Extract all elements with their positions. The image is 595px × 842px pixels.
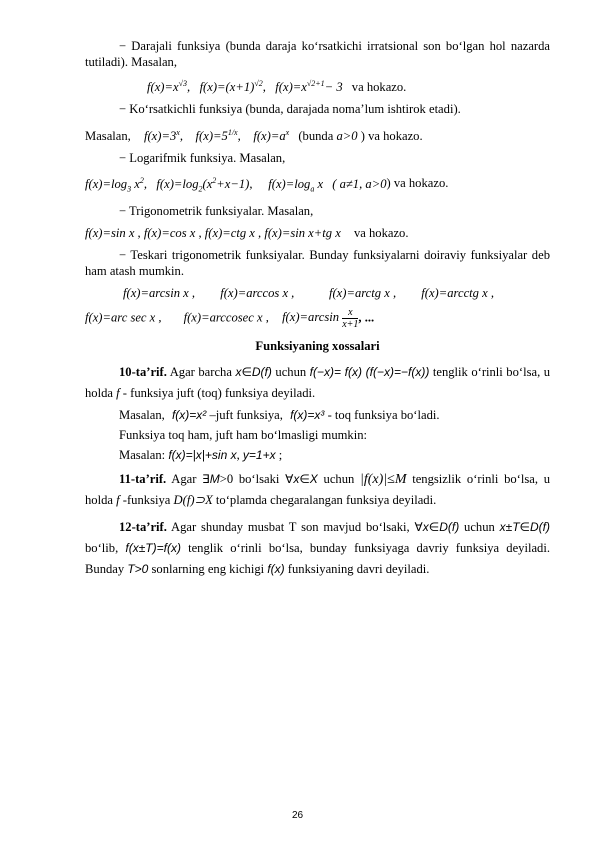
exponential-lead: Masalan,: [85, 129, 131, 144]
trig-formulas: f(x)=sin x , f(x)=cos x , f(x)=ctg x , f(x)=sin x+tg x: [85, 226, 341, 241]
section-heading-text: Funksiyaning xossalari: [255, 339, 380, 354]
logarithmic-condition: ( a≠1, a>0: [332, 176, 387, 191]
definition-11-text-2: >0 bo‘lsaki: [219, 472, 280, 487]
definition-11-math-4: f: [116, 493, 120, 508]
power-function-examples: [85, 76, 550, 95]
definition-11-math-3: |f(x)|≤M: [360, 472, 407, 488]
definition-10-math-1: x∈D(f): [235, 365, 272, 380]
trig-function-text: − Trigonometrik funksiyalar. Masalan,: [119, 204, 314, 219]
logarithmic-function-paragraph: [85, 150, 550, 166]
trig-function-paragraph: [85, 203, 550, 219]
definition-11-math-5: D(f)⊃X: [173, 493, 213, 508]
definition-11-math-1: ∃M: [202, 472, 220, 487]
definition-12-label: 12-ta’rif.: [119, 520, 167, 535]
logarithmic-tail: ) va hokazo.: [386, 176, 449, 191]
definition-11-text-5: -funksiya: [122, 493, 171, 508]
example-odd-math: f(x)=x³: [290, 408, 325, 423]
definition-12-text-2: uchun: [464, 520, 495, 535]
logarithmic-formulas: $f(x)=\log_3$ $x^2$, $f(x)=\log_2(x^2+x-1)$, $f(x)=\log_a$ x: [85, 175, 324, 194]
definition-10-text-2: uchun: [275, 365, 307, 380]
fraction-numerator: x: [342, 307, 358, 319]
definition-11: [85, 469, 550, 511]
example-odd-text: - toq funksiya bo‘ladi.: [327, 408, 440, 423]
inverse-trig-fraction-lead: f(x)=arcsin: [282, 310, 340, 325]
fraction: [342, 307, 358, 330]
neither-even-odd-paragraph: [85, 427, 550, 443]
inverse-trig-examples-1: [85, 285, 550, 301]
definition-10-math-2: f(−x)= f(x) (f(−x)=−f(x)): [309, 365, 430, 380]
page-content: [85, 38, 550, 580]
logarithmic-function-examples: [85, 172, 550, 197]
power-function-formulas: $f(x)=x^{√3}$, $f(x)=(x+1)^{√2}$, $f(x)=x^{√2+1}- 3$: [147, 79, 343, 95]
trig-function-examples: [85, 225, 550, 241]
example-neither-math-1: f(x)=|x|+sin x: [168, 448, 237, 463]
trig-tail: va hokazo.: [353, 226, 409, 241]
example-even-odd: [85, 407, 550, 423]
definition-12-text-6: funksiyaning davri deyiladi.: [287, 562, 430, 577]
definition-11-text-6: to‘plamda chegaralangan funksiya deyiladi.: [215, 493, 437, 508]
inverse-trig-text: − Teskari trigonometrik funksiyalar. Bunday funksiyalarni doiraviy funksiyalar deb ham atash mumkin.: [85, 248, 550, 279]
inverse-trig-paragraph: [85, 247, 550, 279]
definition-11-text-1: Agar: [171, 472, 197, 487]
definition-10: [85, 362, 550, 404]
definition-12-math-5: f(x): [267, 562, 285, 577]
definition-11-math-2: ∀x∈X: [285, 472, 318, 487]
page-number: 26: [291, 810, 304, 821]
example-even-math: f(x)=x²: [171, 408, 207, 423]
definition-12-math-4: T>0: [127, 562, 149, 577]
inverse-trig-tail: , ...: [358, 310, 375, 325]
example-neither: [85, 447, 550, 463]
exponential-formulas: $f(x)=3^x$, $f(x)=5^{1/x}$, $f(x)=a^x$: [143, 128, 290, 144]
power-function-tail: va hokazo.: [351, 80, 407, 95]
definition-12: [85, 517, 550, 580]
definition-12-text-4: tenglik o‘rinli bo‘lsa, bunday funksiyaga davriy funksiya deyiladi. Bunday: [85, 541, 550, 577]
power-function-text: − Darajali funksiya (bunda daraja ko‘rsatkichi irratsional son bo‘lgan hol nazarda tutiladi). Masalan,: [85, 39, 550, 69]
definition-12-text-5: sonlarning eng kichigi: [151, 562, 265, 577]
inverse-trig-formulas-2: f(x)=arc sec x , f(x)=arccosec x ,: [85, 310, 269, 325]
definition-10-text-4: - funksiya juft (toq) funksiya deyiladi.: [122, 386, 316, 401]
definition-11-text-4: tengsizlik o‘rinli bo‘lsa, u holda: [85, 472, 551, 508]
section-heading: [85, 338, 550, 354]
example-neither-lead: Masalan:: [119, 448, 166, 463]
exponential-function-text: − Ko‘rsatkichli funksiya (bunda, darajada noma’lum ishtirok etadi).: [119, 102, 461, 117]
example-even-text: –juft funksiya,: [209, 408, 283, 423]
definition-10-text-1: Agar barcha: [169, 365, 232, 380]
exponential-condition-math: a>0: [336, 129, 358, 144]
definition-11-text-3: uchun: [323, 472, 355, 487]
example-even-odd-lead: Masalan,: [119, 408, 165, 423]
definition-12-text-3: bo‘lib,: [85, 541, 119, 556]
inverse-trig-formulas-1: f(x)=arcsin x , f(x)=arccos x , f(x)=arctg x , f(x)=arcctg x ,: [123, 286, 494, 301]
definition-10-math-3: f: [116, 386, 120, 401]
definition-12-math-1: ∀x∈D(f): [414, 520, 460, 535]
inverse-trig-examples-2: [85, 307, 550, 330]
power-function-paragraph: [85, 38, 550, 70]
definition-10-label: 10-ta’rif.: [119, 365, 167, 380]
definition-11-label: 11-ta’rif.: [119, 472, 167, 487]
example-neither-separator: ,: [236, 448, 240, 463]
definition-10-text-3: tenglik o‘rinli bo‘lsa, u holda: [85, 365, 551, 401]
logarithmic-function-text: − Logarifmik funksiya. Masalan,: [119, 151, 286, 166]
exponential-tail: ) va hokazo.: [360, 129, 423, 144]
definition-12-math-2: x±T∈D(f): [499, 520, 550, 535]
definition-12-text-1: Agar shunday musbat T son mavjud bo‘lsaki,: [171, 520, 410, 535]
fraction-denominator: x+1: [342, 319, 359, 331]
example-neither-math-2: y=1+x: [242, 448, 276, 463]
exponential-condition: (bunda: [298, 129, 334, 144]
exponential-function-examples: [85, 125, 550, 144]
definition-12-math-3: f(x±T)=f(x): [125, 541, 181, 556]
example-neither-end: ;: [278, 448, 283, 463]
exponential-function-paragraph: [85, 101, 550, 117]
neither-even-odd-text: Funksiya toq ham, juft ham bo‘lmasligi mumkin:: [119, 428, 368, 443]
